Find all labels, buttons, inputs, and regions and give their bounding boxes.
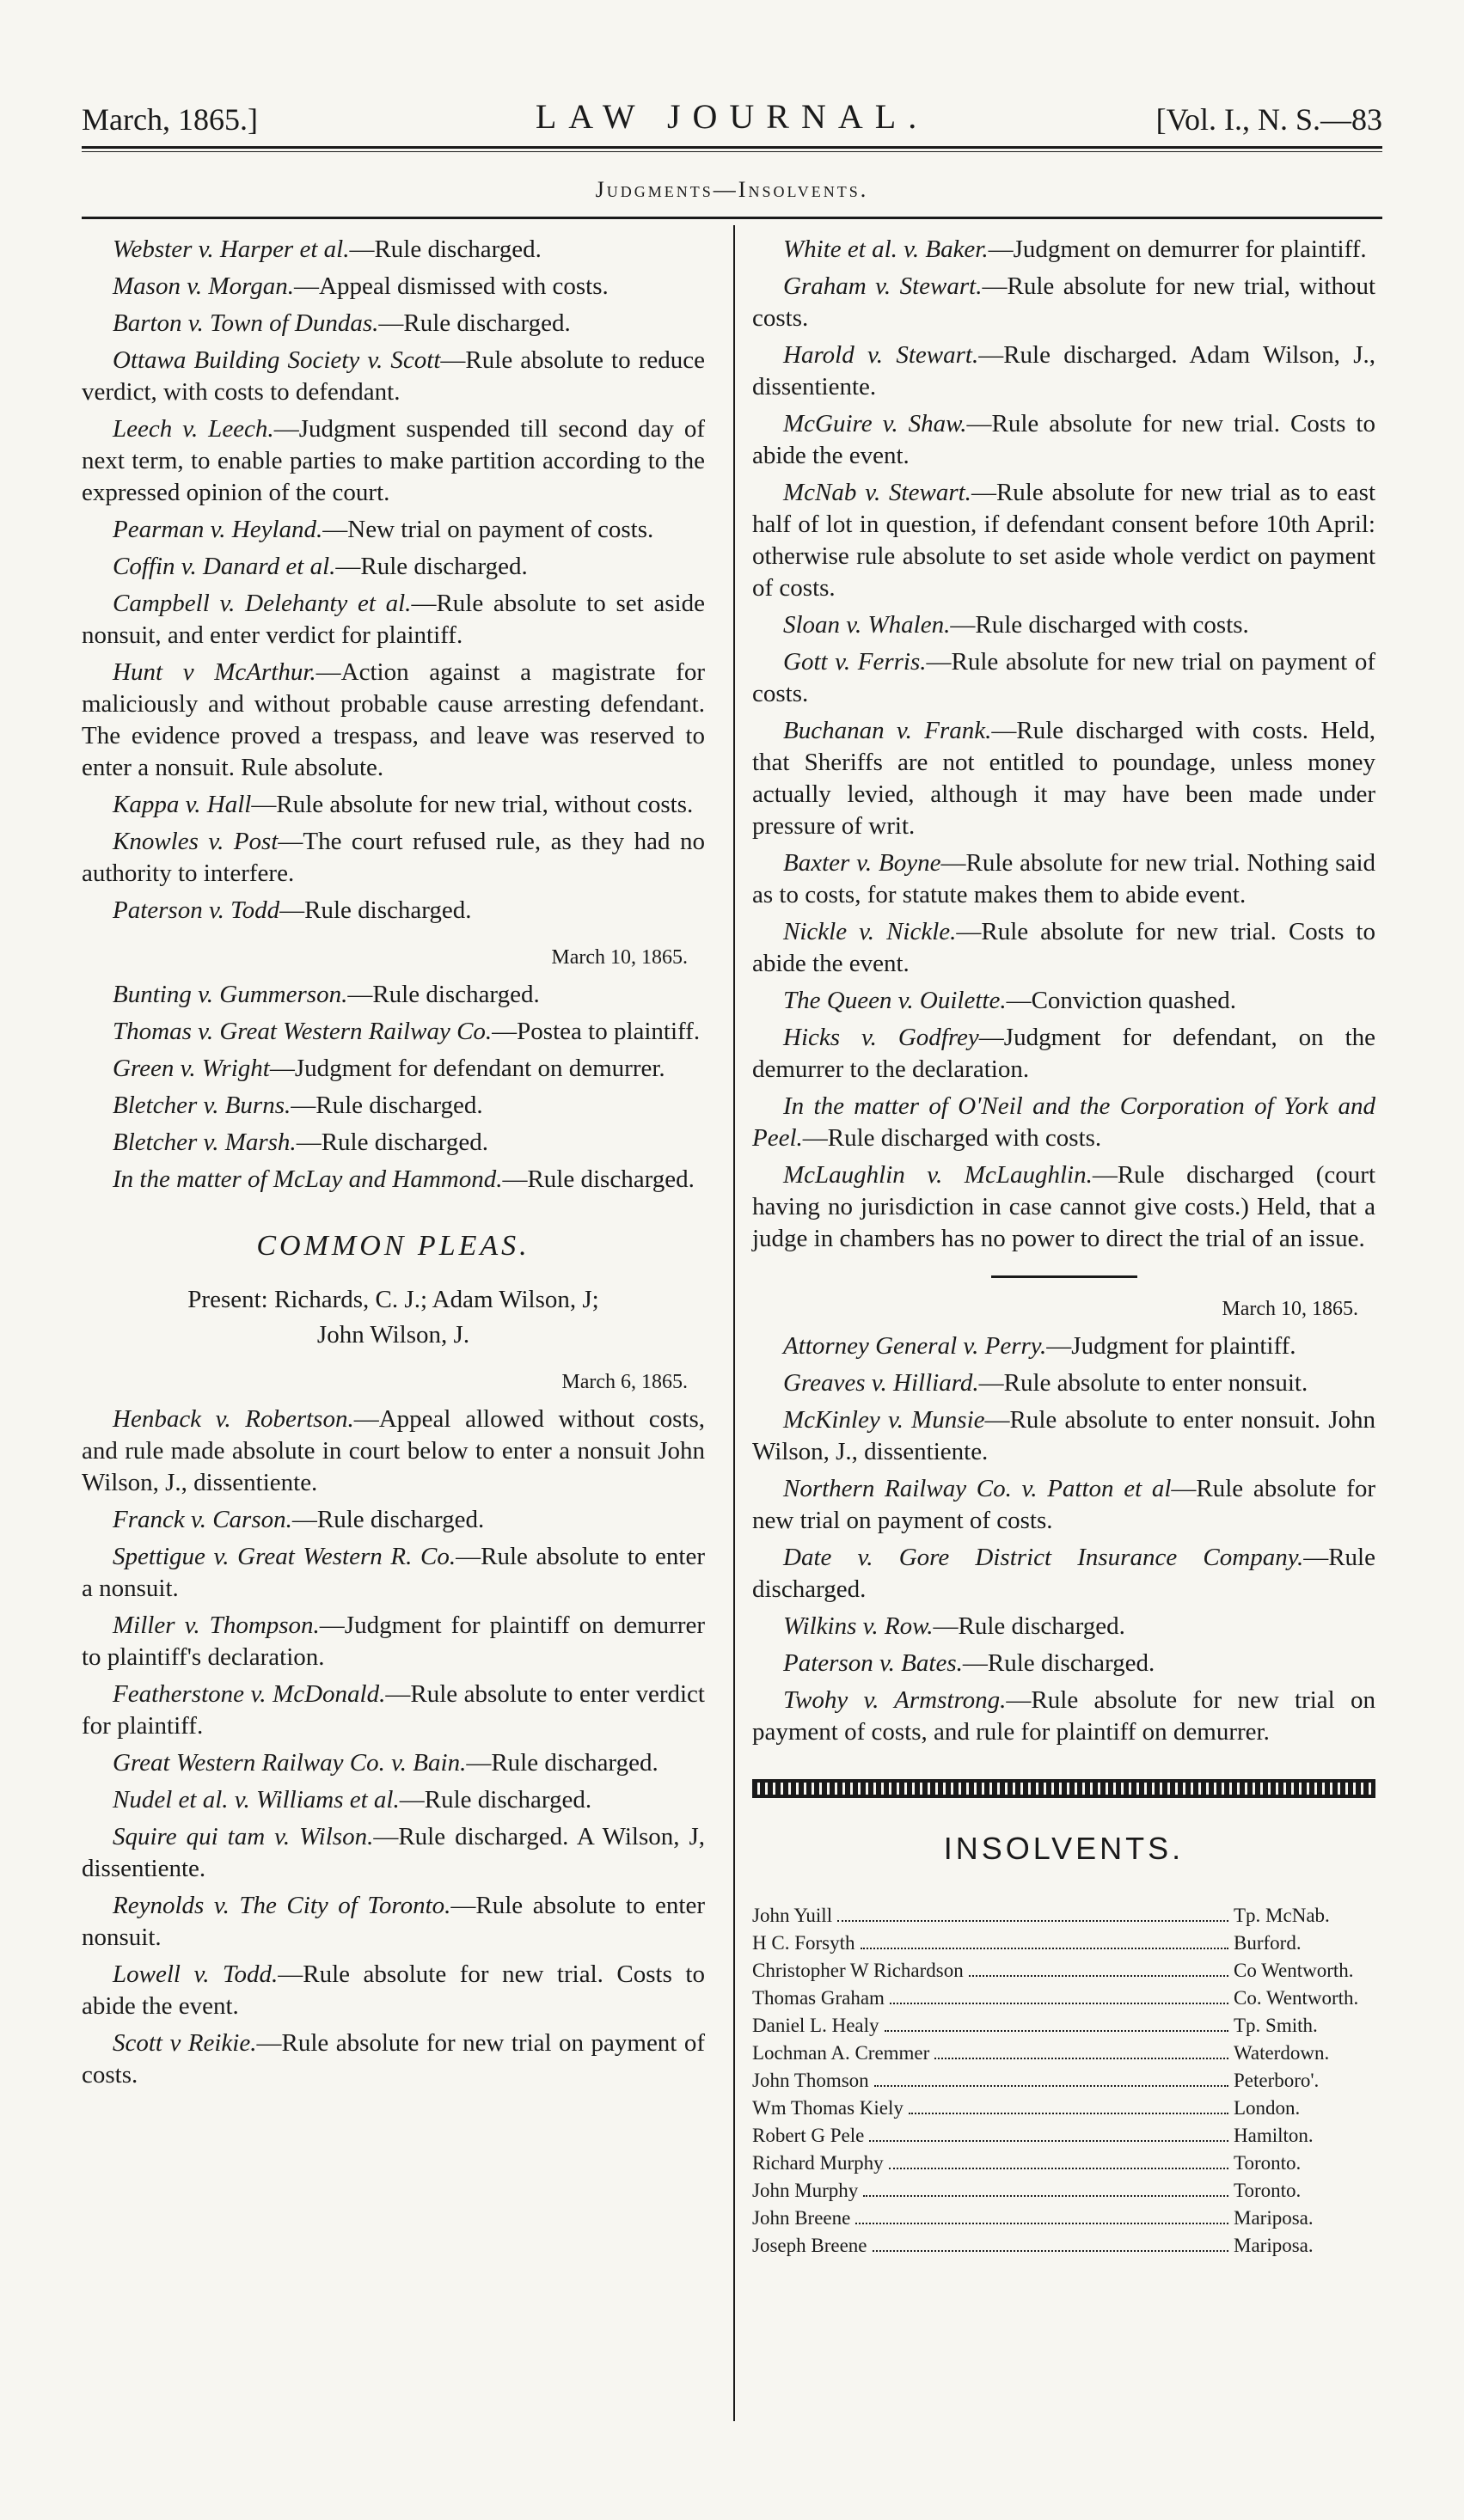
judgment-entry	[82, 1164, 705, 1196]
judgment-entry	[752, 1367, 1375, 1399]
case-name: Pearman v. Heyland.	[113, 516, 323, 543]
ruling-text: —Rule absolute to enter nonsuit.	[82, 1892, 705, 1951]
judgment-entry	[752, 1685, 1375, 1748]
case-name: Bunting v. Gummerson.	[113, 981, 348, 1008]
ruling-text: —Judgment on demurrer for plaintiff.	[988, 235, 1367, 263]
running-header	[82, 86, 1382, 146]
insolvent-place: Co. Wentworth.	[1234, 1987, 1359, 2009]
ruling-text: —Rule absolute to reduce verdict, with costs to defendant.	[82, 346, 705, 406]
case-name: Barton v. Town of Dundas.	[113, 309, 379, 337]
header-rule	[82, 146, 1382, 149]
case-name: The Queen v. Ouilette.	[783, 987, 1007, 1014]
ruling-text: —New trial on payment of costs.	[322, 516, 654, 543]
case-name: McKinley v. Munsie	[783, 1406, 985, 1434]
insolvent-row	[752, 2067, 1375, 2095]
ruling-text: —Judgment suspended till second day of next term, to enable parties to make partition according to the expressed opinion of the court.	[82, 415, 705, 506]
judgment-entry	[752, 1022, 1375, 1086]
judgment-entry	[82, 895, 705, 927]
ruling-text: —Rule discharged with costs.	[802, 1124, 1102, 1152]
case-name: McNab v. Stewart.	[783, 479, 971, 506]
judgment-entry	[752, 609, 1375, 641]
insolvent-name: Wm Thomas Kiely	[752, 2097, 904, 2119]
present-judges: Present: Richards, C. J.; Adam Wilson, J;	[187, 1286, 599, 1313]
ornamental-rule	[752, 1779, 1375, 1798]
case-name: Nudel et al. v. Williams et al.	[113, 1786, 400, 1814]
judgment-entry	[752, 1330, 1375, 1362]
judgment-entry	[752, 1611, 1375, 1642]
insolvent-name: John Thomson	[752, 2070, 869, 2091]
case-name: Greaves v. Hilliard.	[783, 1369, 979, 1397]
ruling-text: —Rule absolute to enter nonsuit. John Wilson, J., dissentiente.	[752, 1406, 1375, 1465]
header-rule-thin	[82, 151, 1382, 152]
insolvent-row	[752, 2122, 1375, 2150]
header-date: March, 1865.]	[82, 102, 258, 137]
insolvent-place: Mariposa.	[1234, 2207, 1314, 2229]
insolvent-row	[752, 2150, 1375, 2177]
judgment-entry	[82, 1127, 705, 1159]
insolvent-place: Peterboro'.	[1234, 2070, 1320, 2091]
entries-group	[752, 1330, 1375, 1748]
case-name: Scott v Reikie.	[113, 2029, 257, 2057]
ruling-text: —Rule absolute to enter a nonsuit.	[82, 1543, 705, 1602]
judgment-entry	[82, 514, 705, 546]
case-name: Hunt v McArthur.	[113, 658, 316, 686]
ruling-text: —Judgment for plaintiff on demurrer to plaintiff's declaration.	[82, 1612, 706, 1671]
insolvent-row	[752, 1957, 1375, 1985]
left-column	[82, 234, 705, 2096]
insolvent-place: Hamilton.	[1234, 2125, 1314, 2146]
ruling-text: —The court refused rule, as they had no authority to interfere.	[82, 828, 705, 887]
ruling-text: —Rule absolute for new trial on payment of costs.	[752, 1475, 1375, 1534]
insolvent-row	[752, 2095, 1375, 2122]
insolvent-place: Burford.	[1234, 1932, 1302, 1954]
insolvent-place: Toronto.	[1234, 2180, 1302, 2201]
insolvent-row	[752, 1930, 1375, 1957]
case-name: Green v. Wright	[113, 1055, 270, 1082]
judgment-entry	[82, 1541, 705, 1605]
date-line: March 10, 1865.	[551, 946, 688, 969]
judgment-entry	[82, 1610, 705, 1673]
dot-leader	[885, 2030, 1228, 2032]
judgment-entry	[82, 1016, 705, 1048]
judgment-entry	[82, 588, 705, 651]
ruling-text: —Rule absolute for new trial. Costs to abide the event.	[752, 918, 1375, 977]
case-name: Wilkins v. Row.	[783, 1612, 934, 1640]
case-name: Gott v. Ferris.	[783, 648, 927, 676]
case-name: McLaughlin v. McLaughlin.	[783, 1161, 1093, 1189]
insolvent-place: Waterdown.	[1234, 2042, 1330, 2064]
ruling-text: —Rule absolute to set aside nonsuit, and enter verdict for plaintiff.	[82, 590, 705, 649]
judgment-entry	[752, 985, 1375, 1017]
ruling-text: —Rule discharged. A Wilson, J, dissentiente.	[82, 1823, 706, 1882]
ruling-text: —Rule discharged. Adam Wilson, J., dissentiente.	[752, 341, 1376, 401]
ruling-text: —Rule discharged (court having no jurisdiction in case cannot give costs.) Held, that a judge in chambers has no power to direct the trial of an issue.	[752, 1161, 1375, 1252]
insolvent-row	[752, 2232, 1375, 2260]
ruling-text: —Rule absolute to enter verdict for plaintiff.	[82, 1680, 705, 1740]
insolvent-name: John Yuill	[752, 1905, 833, 1926]
judgment-entry	[752, 1648, 1375, 1679]
ruling-text: —Rule discharged.	[933, 1612, 1125, 1640]
ruling-text: —Rule discharged.	[349, 235, 542, 263]
dot-leader	[873, 2250, 1229, 2252]
insolvents-list	[752, 1902, 1375, 2260]
ruling-text: —Rule discharged.	[962, 1649, 1155, 1677]
entries-group	[82, 1404, 705, 2091]
ruling-text: —Rule absolute for new trial on payment of costs, and rule for plaintiff on demurrer.	[752, 1686, 1375, 1746]
judgment-entry	[82, 1679, 705, 1742]
ruling-text: —Rule discharged.	[399, 1786, 592, 1814]
present-judges-cont: John Wilson, J.	[316, 1321, 470, 1349]
ruling-text: —Rule discharged.	[296, 1128, 489, 1156]
judgment-entry	[82, 345, 705, 408]
ruling-text: —Rule absolute for new trial. Costs to abide the event.	[82, 1960, 705, 2020]
ruling-text: —Rule discharged with costs. Held, that Sheriffs are not entitled to poundage, unless money actually levied, although it may have been made under pressure of writ.	[752, 717, 1375, 840]
insolvent-name: Richard Murphy	[752, 2152, 884, 2174]
judgment-entry	[752, 408, 1375, 472]
judgment-entry	[82, 1784, 705, 1816]
insolvent-place: Tp. McNab.	[1234, 1905, 1330, 1926]
judgment-entry	[82, 551, 705, 583]
case-name: Ottawa Building Society v. Scott	[113, 346, 441, 374]
ruling-text: —Rule discharged.	[502, 1165, 695, 1193]
ruling-text: —Rule discharged.	[291, 1506, 485, 1533]
insolvent-row	[752, 2205, 1375, 2232]
judgment-entry	[82, 1959, 705, 2022]
insolvent-row	[752, 2177, 1375, 2205]
case-name: Attorney General v. Perry.	[783, 1332, 1047, 1360]
judgment-entry	[752, 271, 1375, 334]
case-name: McGuire v. Shaw.	[783, 410, 967, 437]
ruling-text: —Appeal dismissed with costs.	[294, 272, 609, 300]
entries-group	[752, 234, 1375, 1255]
case-name: Paterson v. Todd	[113, 896, 280, 924]
dot-leader	[934, 2058, 1228, 2059]
judgment-entry	[82, 1404, 705, 1499]
header-volume: [Vol. I., N. S.—83	[1155, 102, 1382, 137]
date-line: March 6, 1865.	[561, 1371, 688, 1393]
case-name: Great Western Railway Co. v. Bain.	[113, 1749, 467, 1777]
case-name: Bletcher v. Burns.	[113, 1092, 291, 1119]
ruling-text: —Rule absolute for new trial on payment of costs.	[752, 648, 1375, 707]
case-name: Campbell v. Delehanty et al.	[113, 590, 412, 617]
judgment-entry	[752, 1542, 1375, 1606]
case-name: Spettigue v. Great Western R. Co.	[113, 1543, 456, 1570]
judgment-entry	[82, 1053, 705, 1085]
insolvent-row	[752, 2012, 1375, 2040]
entries-group	[82, 979, 705, 1196]
insolvent-place: London.	[1234, 2097, 1301, 2119]
case-name: Twohy v. Armstrong.	[783, 1686, 1007, 1714]
case-name: Bletcher v. Marsh.	[113, 1128, 297, 1156]
separator-rule	[991, 1275, 1137, 1278]
column-divider	[733, 225, 735, 2421]
case-name: Sloan v. Whalen.	[783, 611, 951, 639]
ruling-text: —Rule discharged.	[335, 553, 528, 580]
case-name: Baxter v. Boyne	[783, 849, 941, 877]
case-name: Northern Railway Co. v. Patton et al	[783, 1475, 1172, 1502]
case-name: Miller v. Thompson.	[113, 1612, 320, 1639]
dot-leader	[837, 1920, 1228, 1922]
ruling-text: —Rule discharged.	[291, 1092, 483, 1119]
ruling-text: —Judgment for defendant on demurrer.	[269, 1055, 665, 1082]
judgment-entry	[82, 1090, 705, 1122]
ruling-text: —Rule absolute for new trial, without costs.	[752, 272, 1376, 332]
insolvent-name: John Murphy	[752, 2180, 859, 2201]
case-name: Lowell v. Todd.	[113, 1960, 279, 1988]
case-name: Leech v. Leech.	[113, 415, 274, 443]
dot-leader	[869, 2140, 1228, 2142]
insolvent-place: Mariposa.	[1234, 2235, 1314, 2256]
ruling-text: —Rule discharged.	[378, 309, 571, 337]
case-name: Paterson v. Bates.	[783, 1649, 963, 1677]
case-name: Harold v. Stewart.	[783, 341, 979, 369]
right-column	[752, 234, 1375, 2260]
judgment-entry	[752, 1404, 1375, 1468]
insolvent-name: John Breene	[752, 2207, 851, 2229]
insolvent-name: Lochman A. Cremmer	[752, 2042, 930, 2064]
insolvent-row	[752, 2040, 1375, 2067]
ruling-text: —Action against a magistrate for maliciously and without probable cause arresting defendant. The evidence proved a trespass, and leave was reserved to enter a nonsuit. Rule absolute.	[82, 658, 705, 781]
dot-leader	[909, 2113, 1228, 2114]
court-section-title: COMMON PLEAS.	[256, 1230, 530, 1262]
insolvent-place: Toronto.	[1234, 2152, 1302, 2174]
section-rule	[82, 217, 1382, 219]
judgment-entry	[82, 1890, 705, 1954]
ruling-text: —Rule absolute for new trial on payment of costs.	[82, 2029, 705, 2089]
ruling-text: —Rule absolute for new trial, without costs.	[251, 791, 694, 818]
judgment-entry	[752, 916, 1375, 980]
case-name: Squire qui tam v. Wilson.	[113, 1823, 374, 1850]
insolvent-name: Thomas Graham	[752, 1987, 885, 2009]
judgment-entry	[82, 979, 705, 1011]
date-line: March 10, 1865.	[1222, 1298, 1358, 1320]
case-name: Nickle v. Nickle.	[783, 918, 957, 945]
case-name: Reynolds v. The City of Toronto.	[113, 1892, 451, 1919]
judgment-entry	[752, 339, 1375, 403]
entries-group	[82, 234, 705, 927]
ruling-text: —Rule discharged.	[279, 896, 472, 924]
dot-leader	[969, 1975, 1228, 1977]
judgment-entry	[82, 308, 705, 339]
insolvent-row	[752, 1985, 1375, 2012]
case-name: Webster v. Harper et al.	[113, 235, 350, 263]
dot-leader	[874, 2085, 1228, 2087]
case-name: Date v. Gore District Insurance Company.	[783, 1544, 1304, 1571]
insolvent-name: H C. Forsyth	[752, 1932, 855, 1954]
ruling-text: —Rule absolute for new trial. Costs to abide the event.	[752, 410, 1375, 469]
judgment-entry	[82, 1747, 705, 1779]
insolvent-name: Robert G Pele	[752, 2125, 865, 2146]
case-name: Thomas v. Great Western Railway Co.	[113, 1018, 493, 1045]
judgment-entry	[82, 1504, 705, 1536]
insolvent-name: Daniel L. Healy	[752, 2015, 879, 2036]
ruling-text: —Judgment for defendant, on the demurrer to the declaration.	[752, 1024, 1376, 1083]
judgment-entry	[82, 789, 705, 821]
case-name: Knowles v. Post	[113, 828, 279, 855]
judgment-entry	[82, 234, 705, 266]
insolvent-name: Christopher W Richardson	[752, 1960, 964, 1981]
insolvent-place: Tp. Smith.	[1234, 2015, 1318, 2036]
judgment-entry	[752, 234, 1375, 266]
judgment-entry	[752, 847, 1375, 911]
case-name: Graham v. Stewart.	[783, 272, 983, 300]
case-name: Buchanan v. Frank.	[783, 717, 992, 744]
ruling-text: —Rule absolute for new trial as to east half of lot in question, if defendant consent before 10th April: otherwise rule absolute to set aside whole verdict on payment of costs.	[752, 479, 1375, 602]
judgment-entry	[82, 1821, 705, 1885]
judgment-entry	[82, 826, 705, 890]
case-name: White et al. v. Baker.	[783, 235, 989, 263]
section-header: Judgments—Insolvents.	[595, 177, 869, 202]
ruling-text: —Postea to plaintiff.	[492, 1018, 701, 1045]
case-name: Hicks v. Godfrey	[783, 1024, 979, 1051]
ruling-text: —Rule discharged.	[752, 1544, 1375, 1603]
judgment-entry	[752, 477, 1375, 604]
case-name: Franck v. Carson.	[113, 1506, 292, 1533]
case-name: Henback v. Robertson.	[113, 1405, 354, 1433]
ruling-text: —Judgment for plaintiff.	[1046, 1332, 1296, 1360]
judgment-entry	[82, 413, 705, 509]
judgment-entry	[752, 1159, 1375, 1255]
ruling-text: —Conviction quashed.	[1006, 987, 1236, 1014]
ruling-text: —Rule absolute for new trial. Nothing said as to costs, for statute makes them to abide event.	[752, 849, 1375, 908]
case-name: Featherstone v. McDonald.	[113, 1680, 386, 1708]
ruling-text: —Rule discharged with costs.	[950, 611, 1249, 639]
insolvent-row	[752, 1902, 1375, 1930]
case-name: In the matter of O'Neil and the Corporation of York and Peel.	[752, 1092, 1375, 1152]
judgment-entry	[752, 1091, 1375, 1154]
judgment-entry	[752, 1473, 1375, 1537]
judgment-entry	[82, 657, 705, 784]
journal-title: LAW JOURNAL.	[535, 97, 929, 136]
judgment-entry	[752, 646, 1375, 710]
dot-leader	[855, 2223, 1228, 2224]
ruling-text: —Appeal allowed without costs, and rule made absolute in court below to enter a nonsuit John Wilson, J., dissentiente.	[82, 1405, 705, 1496]
dot-leader	[861, 1948, 1229, 1949]
case-name: Kappa v. Hall	[113, 791, 252, 818]
ruling-text: —Rule discharged.	[347, 981, 540, 1008]
insolvents-title: INSOLVENTS.	[943, 1831, 1185, 1866]
case-name: Mason v. Morgan.	[113, 272, 295, 300]
judgment-entry	[752, 715, 1375, 842]
ruling-text: —Rule absolute to enter nonsuit.	[978, 1369, 1308, 1397]
case-name: Coffin v. Danard et al.	[113, 553, 336, 580]
insolvent-place: Co Wentworth.	[1234, 1960, 1354, 1981]
dot-leader	[889, 2168, 1228, 2169]
ruling-text: —Rule discharged.	[466, 1749, 658, 1777]
case-name: In the matter of McLay and Hammond.	[113, 1165, 503, 1193]
judgment-entry	[82, 271, 705, 303]
dot-leader	[863, 2195, 1228, 2197]
judgment-entry	[82, 2028, 705, 2091]
insolvent-name: Joseph Breene	[752, 2235, 867, 2256]
dot-leader	[890, 2003, 1228, 2004]
